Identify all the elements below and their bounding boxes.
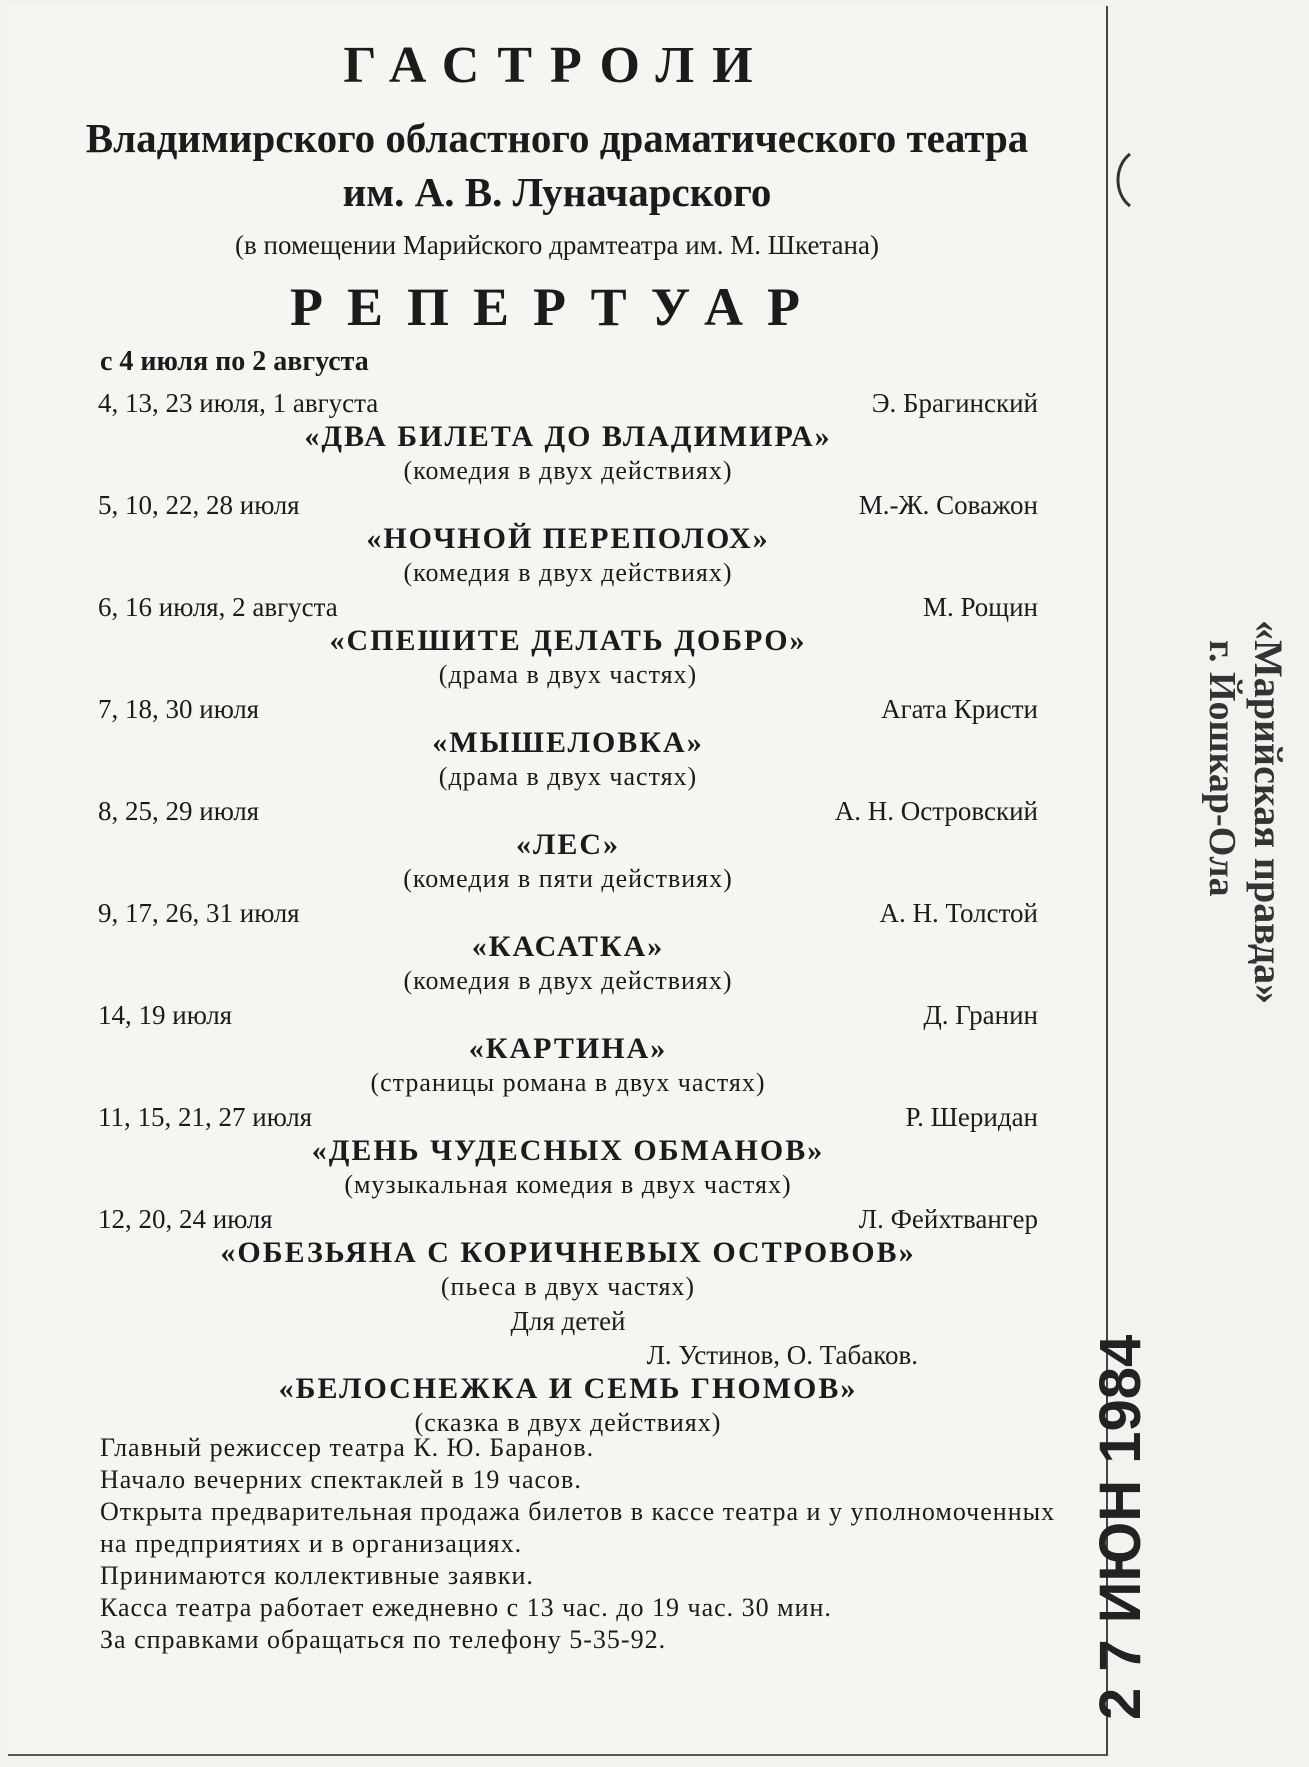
- stamp-newspaper: «Марийская правда»: [1246, 620, 1291, 1005]
- kids-entry: [98, 1304, 1038, 1440]
- play-title: «ОБЕЗЬЯНА С КОРИЧНЕВЫХ ОСТРОВОВ»: [220, 1236, 916, 1269]
- play-genre: (пьеса в двух частях): [440, 1272, 696, 1301]
- play-author: М.-Ж. Соважон: [858, 490, 1038, 520]
- kids-title: «БЕЛОСНЕЖКА И СЕМЬ ГНОМОВ»: [278, 1372, 858, 1405]
- play-title: «ДЕНЬ ЧУДЕСНЫХ ОБМАНОВ»: [311, 1134, 825, 1167]
- note-ticket-sales: Открыта предварительная продажа билетов в кассе театра и у уполномоченных на предприятиях и в организациях.: [100, 1497, 1056, 1558]
- play-entry: [98, 590, 1038, 692]
- bracket-mark: [1108, 150, 1138, 210]
- stamp-city: г. Йошкар-Ола: [1201, 640, 1243, 897]
- play-title: «ЛЕС»: [515, 828, 621, 861]
- theatre-name-line2: им. А. В. Луначарского: [342, 169, 772, 215]
- play-entry: [98, 794, 1038, 896]
- play-title: «СПЕШИТЕ ДЕЛАТЬ ДОБРО»: [329, 624, 807, 657]
- info-notes: [100, 1432, 1090, 1656]
- play-genre: (драма в двух частях): [438, 762, 698, 791]
- tour-title: ГАСТРОЛИ: [343, 37, 771, 94]
- kids-author: Л. Устинов, О. Табаков.: [646, 1340, 918, 1370]
- play-title: «МЫШЕЛОВКА»: [432, 726, 704, 759]
- note-collective-orders: Принимаются коллективные заявки.: [100, 1561, 534, 1590]
- stamp-date: 2 7 ИЮН 1984: [1088, 1334, 1153, 1720]
- play-title: «ДВА БИЛЕТА ДО ВЛАДИМИРА»: [304, 420, 832, 453]
- kids-genre: (сказка в двух действиях): [414, 1408, 722, 1437]
- repertoire-list: [98, 386, 1038, 1440]
- play-dates: 8, 25, 29 июля: [98, 796, 260, 826]
- note-box-office-hours: Касса театра работает ежедневно с 13 час. до 19 час. 30 мин.: [100, 1593, 832, 1622]
- play-dates: 9, 17, 26, 31 июля: [98, 898, 300, 928]
- play-author: А. Н. Островский: [834, 796, 1038, 826]
- play-genre: (комедия в двух действиях): [403, 456, 733, 485]
- play-title: «КАРТИНА»: [468, 1032, 668, 1065]
- play-entry: [98, 1100, 1038, 1202]
- play-genre: (комедия в пяти действиях): [403, 864, 733, 893]
- newspaper-stamp: [1088, 620, 1300, 1740]
- repertoire-heading: РЕПЕРТУАР: [290, 277, 824, 337]
- note-phone: За справками обращаться по телефону 5-35-92.: [100, 1625, 667, 1654]
- play-dates: 11, 15, 21, 27 июля: [98, 1102, 313, 1132]
- play-author: Д. Гранин: [923, 1000, 1038, 1030]
- kids-heading: Для детей: [510, 1306, 626, 1336]
- play-dates: 6, 16 июля, 2 августа: [98, 592, 338, 622]
- play-dates: 5, 10, 22, 28 июля: [98, 490, 300, 520]
- play-entry: [98, 386, 1038, 488]
- play-author: М. Рощин: [922, 592, 1038, 622]
- play-author: Агата Кристи: [881, 694, 1038, 724]
- play-entry: [98, 896, 1038, 998]
- play-genre: (драма в двух частях): [438, 660, 698, 689]
- note-start-time: Начало вечерних спектаклей в 19 часов.: [100, 1465, 582, 1494]
- play-author: Э. Брагинский: [871, 388, 1038, 418]
- play-dates: 4, 13, 23 июля, 1 августа: [98, 388, 379, 418]
- play-entry: [98, 1202, 1038, 1304]
- play-entry: [98, 998, 1038, 1100]
- theatre-name-line1: Владимирского областного драматического театра: [85, 115, 1029, 161]
- play-dates: 12, 20, 24 июля: [98, 1204, 273, 1234]
- play-author: Р. Шеридан: [905, 1102, 1038, 1132]
- newspaper-clipping: [8, 6, 1108, 1756]
- play-genre: (музыкальная комедия в двух частях): [344, 1170, 792, 1199]
- play-title: «НОЧНОЙ ПЕРЕПОЛОХ»: [366, 522, 770, 555]
- play-entry: [98, 692, 1038, 794]
- play-genre: (комедия в двух действиях): [403, 558, 733, 587]
- play-title: «КАСАТКА»: [471, 930, 665, 963]
- play-genre: (комедия в двух действиях): [403, 966, 733, 995]
- play-entry: [98, 488, 1038, 590]
- tour-period: с 4 июля по 2 августа: [100, 346, 369, 377]
- play-genre: (страницы романа в двух частях): [370, 1068, 766, 1097]
- venue-note: (в помещении Марийского драмтеатра им. М. Шкетана): [235, 230, 879, 260]
- play-dates: 14, 19 июля: [98, 1000, 233, 1030]
- play-dates: 7, 18, 30 июля: [98, 694, 260, 724]
- play-author: Л. Фейхтвангер: [858, 1204, 1038, 1234]
- note-director: Главный режиссер театра К. Ю. Баранов.: [100, 1433, 595, 1462]
- play-author: А. Н. Толстой: [879, 898, 1038, 928]
